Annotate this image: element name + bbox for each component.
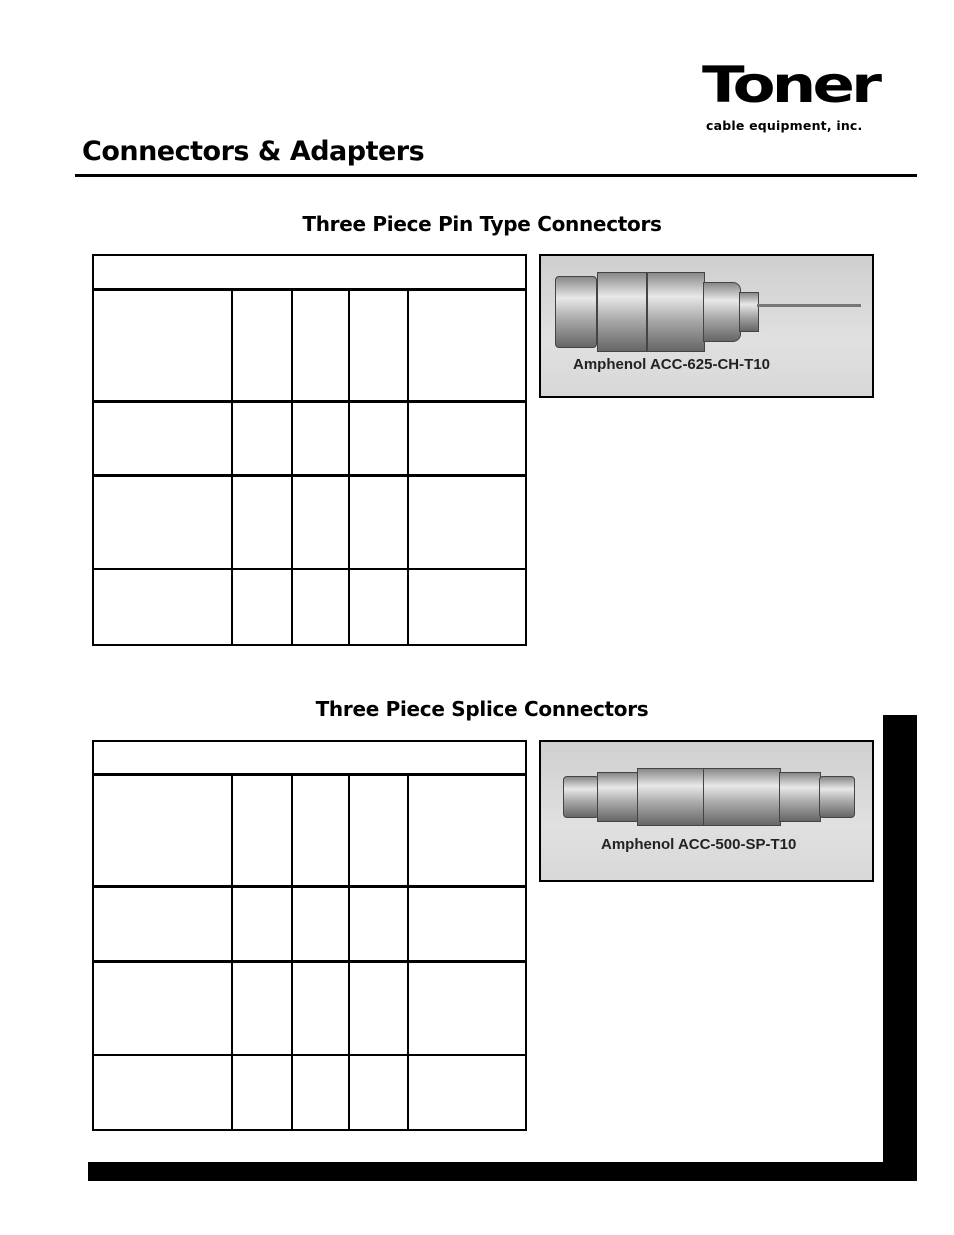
pin-connector-photo: [539, 254, 874, 398]
table-row-divider: [94, 568, 525, 570]
table-row-divider: [94, 474, 525, 477]
table-row-divider: [94, 885, 525, 888]
splice-connectors-table: [92, 740, 527, 1131]
pin-connectors-table: [92, 254, 527, 646]
table-column-divider: [231, 290, 233, 644]
table-header-divider: [94, 288, 525, 291]
splice-connector-photo: [539, 740, 874, 882]
table-column-divider: [407, 290, 409, 644]
footer-bar: [88, 1162, 917, 1181]
table-column-divider: [407, 775, 409, 1129]
photo-caption: Amphenol ACC-625-CH-T10: [573, 356, 770, 373]
table-column-divider: [291, 775, 293, 1129]
table-row-divider: [94, 1054, 525, 1056]
table-header-divider: [94, 773, 525, 776]
side-tab-bar: [883, 715, 917, 1180]
photo-caption: Amphenol ACC-500-SP-T10: [601, 836, 797, 853]
section-title-splice-connectors: Three Piece Splice Connectors: [315, 697, 649, 721]
table-column-divider: [231, 775, 233, 1129]
toner-logo: Toner: [702, 56, 879, 114]
page-title: Connectors & Adapters: [82, 136, 425, 167]
logo-tagline: cable equipment, inc.: [706, 118, 863, 133]
table-row-divider: [94, 400, 525, 403]
table-row-divider: [94, 960, 525, 963]
title-rule: [75, 174, 917, 177]
table-column-divider: [348, 775, 350, 1129]
table-column-divider: [291, 290, 293, 644]
table-column-divider: [348, 290, 350, 644]
section-title-pin-connectors: Three Piece Pin Type Connectors: [302, 212, 662, 236]
